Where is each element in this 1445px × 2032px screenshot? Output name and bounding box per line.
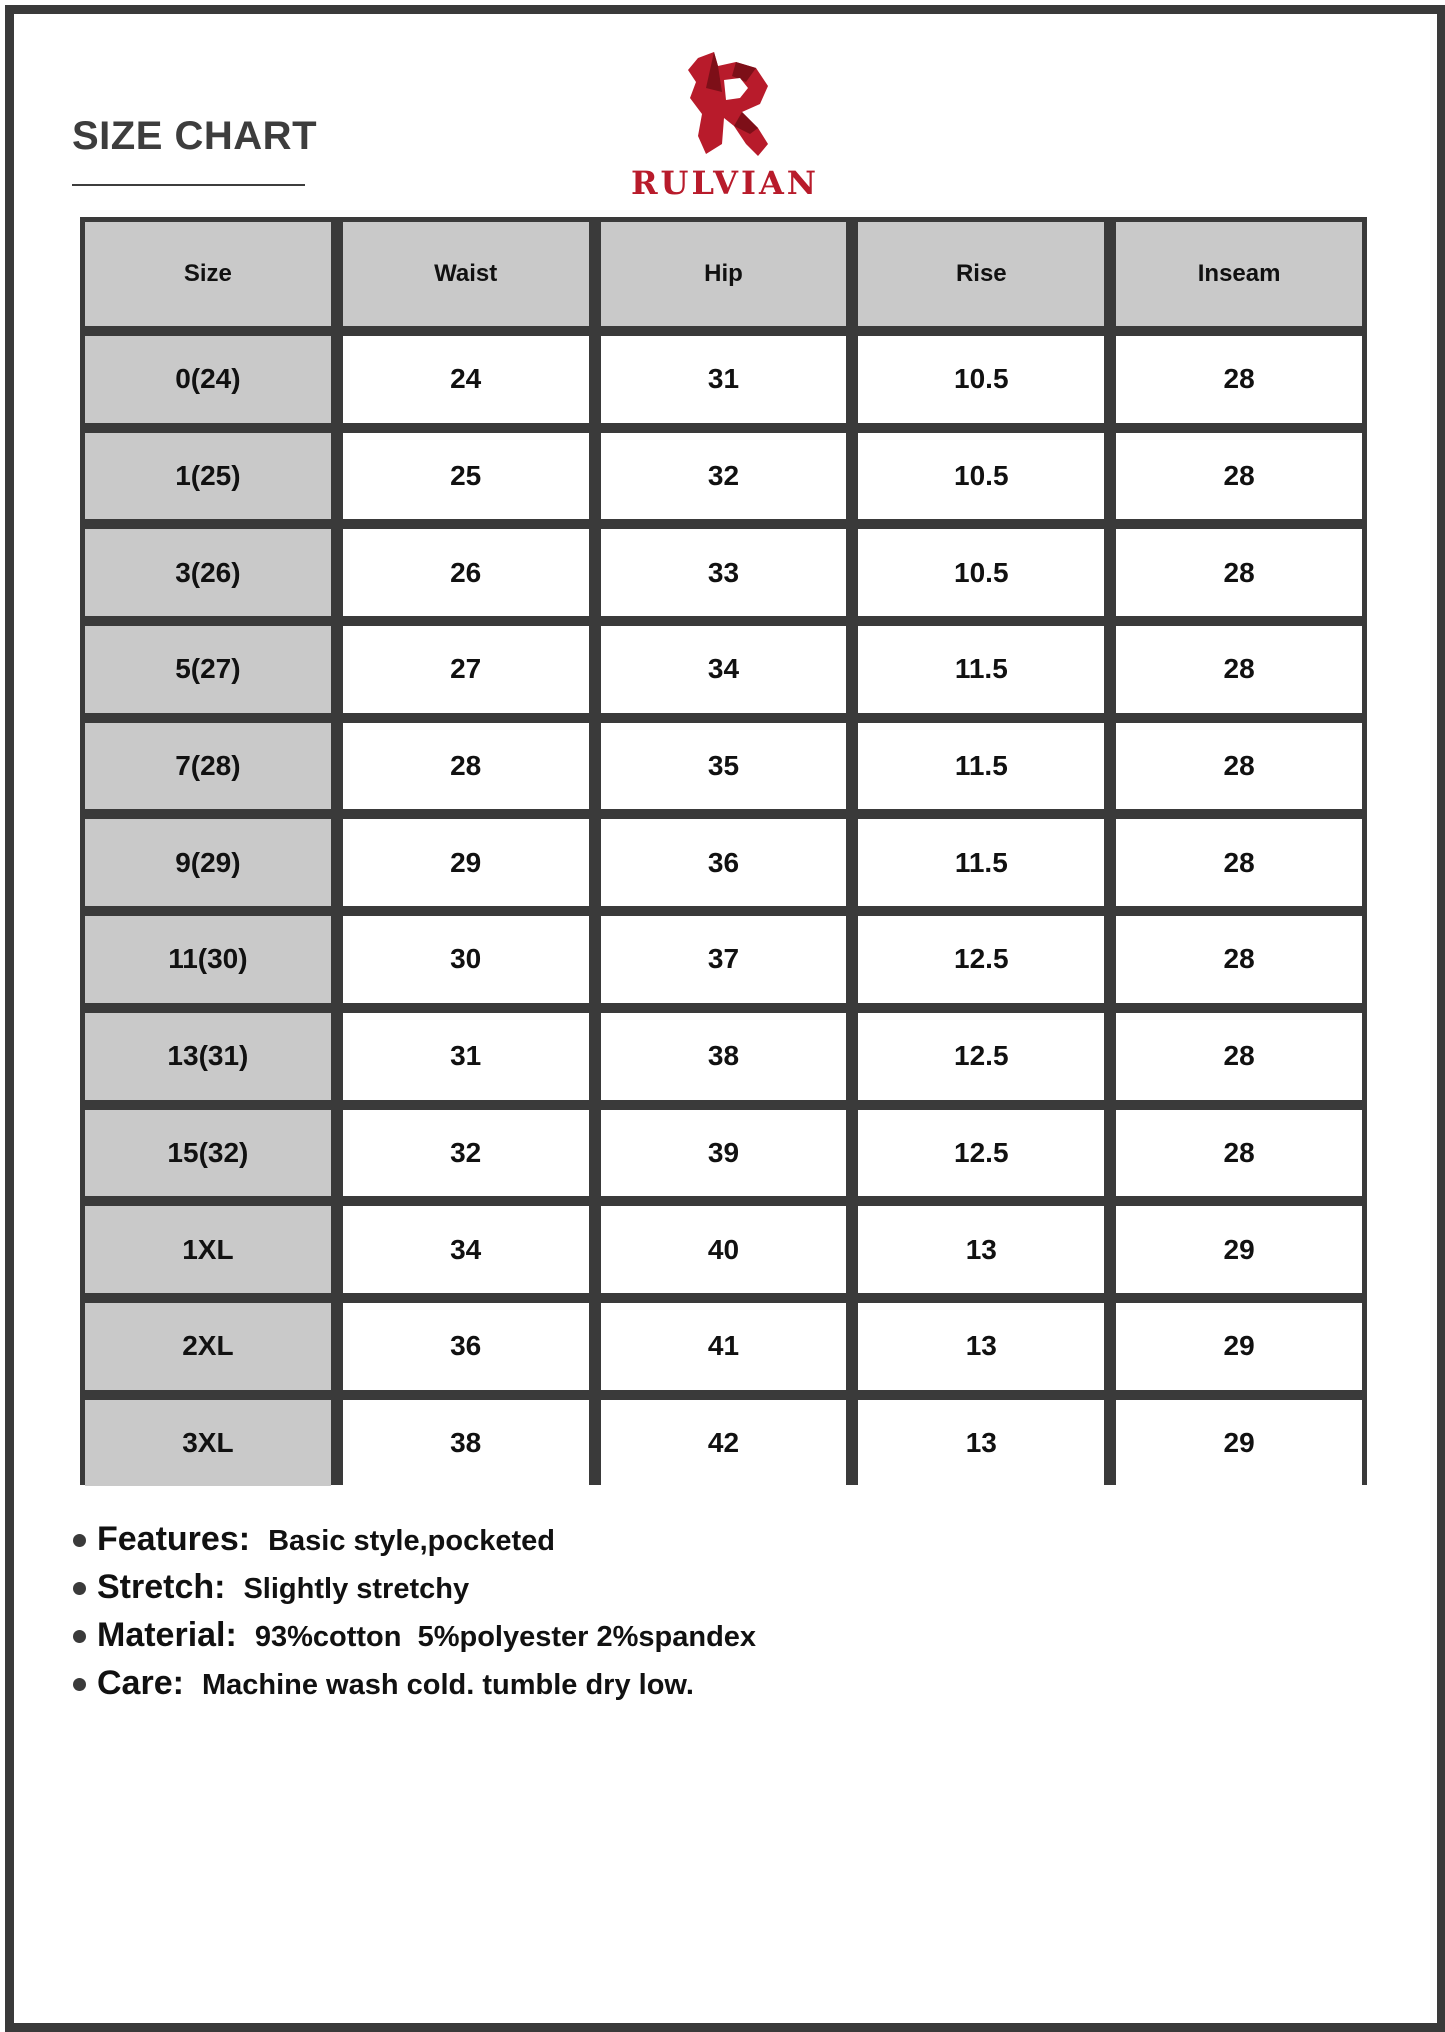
feature-value: Slightly stretchy	[243, 1573, 470, 1605]
measurement-cell: 36	[343, 1303, 589, 1390]
measurement-cell: 37	[601, 916, 847, 1003]
measurement-cell: 25	[343, 433, 589, 520]
size-label-cell: 13(31)	[85, 1013, 331, 1100]
measurement-cell: 42	[601, 1400, 847, 1487]
feature-label: Stretch:	[97, 1568, 226, 1606]
measurement-cell: 28	[1116, 819, 1362, 906]
measurement-cell: 34	[343, 1206, 589, 1293]
measurement-cell: 28	[1116, 433, 1362, 520]
measurement-cell: 38	[343, 1400, 589, 1487]
feature-item	[70, 1520, 756, 1568]
measurement-cell: 10.5	[858, 336, 1104, 423]
measurement-cell: 28	[1116, 336, 1362, 423]
feature-value: Basic style,pocketed	[268, 1525, 555, 1557]
measurement-cell: 28	[1116, 1110, 1362, 1197]
feature-value: Machine wash cold. tumble dry low.	[201, 1669, 694, 1701]
bullet-icon	[73, 1678, 86, 1691]
brand-wordmark: RULVIAN	[630, 164, 820, 202]
brand-logo	[620, 52, 830, 202]
measurement-cell: 12.5	[858, 1110, 1104, 1197]
feature-item	[70, 1568, 756, 1616]
column-header: Inseam	[1116, 222, 1362, 326]
column-header: Waist	[343, 222, 589, 326]
feature-label: Features:	[97, 1520, 251, 1558]
size-label-cell: 5(27)	[85, 626, 331, 713]
measurement-cell: 30	[343, 916, 589, 1003]
measurement-cell: 29	[343, 819, 589, 906]
size-label-cell: 2XL	[85, 1303, 331, 1390]
title-underline	[72, 184, 305, 186]
bullet-icon	[73, 1630, 86, 1643]
size-label-cell: 7(28)	[85, 723, 331, 810]
measurement-cell: 28	[1116, 723, 1362, 810]
size-label-cell: 3XL	[85, 1400, 331, 1487]
measurement-cell: 13	[858, 1303, 1104, 1390]
measurement-cell: 29	[1116, 1303, 1362, 1390]
page-title: SIZE CHART	[72, 114, 317, 158]
measurement-cell: 40	[601, 1206, 847, 1293]
measurement-cell: 28	[1116, 916, 1362, 1003]
column-header: Rise	[858, 222, 1104, 326]
measurement-cell: 34	[601, 626, 847, 713]
measurement-cell: 28	[1116, 626, 1362, 713]
feature-list	[70, 1520, 756, 1712]
measurement-cell: 33	[601, 529, 847, 616]
measurement-cell: 26	[343, 529, 589, 616]
size-chart-table	[80, 217, 1367, 1485]
size-label-cell: 0(24)	[85, 336, 331, 423]
size-label-cell: 3(26)	[85, 529, 331, 616]
measurement-cell: 28	[1116, 1013, 1362, 1100]
measurement-cell: 13	[858, 1206, 1104, 1293]
measurement-cell: 32	[343, 1110, 589, 1197]
measurement-cell: 41	[601, 1303, 847, 1390]
feature-label: Care:	[97, 1664, 184, 1702]
feature-label: Material:	[97, 1616, 237, 1654]
column-header: Hip	[601, 222, 847, 326]
measurement-cell: 35	[601, 723, 847, 810]
bullet-icon	[73, 1582, 86, 1595]
measurement-cell: 39	[601, 1110, 847, 1197]
measurement-cell: 11.5	[858, 819, 1104, 906]
size-label-cell: 11(30)	[85, 916, 331, 1003]
measurement-cell: 28	[1116, 529, 1362, 616]
measurement-cell: 11.5	[858, 626, 1104, 713]
measurement-cell: 29	[1116, 1400, 1362, 1487]
size-label-cell: 1(25)	[85, 433, 331, 520]
measurement-cell: 28	[343, 723, 589, 810]
measurement-cell: 10.5	[858, 529, 1104, 616]
measurement-cell: 31	[343, 1013, 589, 1100]
measurement-cell: 27	[343, 626, 589, 713]
measurement-cell: 13	[858, 1400, 1104, 1487]
measurement-cell: 38	[601, 1013, 847, 1100]
measurement-cell: 32	[601, 433, 847, 520]
measurement-cell: 29	[1116, 1206, 1362, 1293]
feature-item	[70, 1664, 756, 1712]
size-label-cell: 1XL	[85, 1206, 331, 1293]
feature-item	[70, 1616, 756, 1664]
measurement-cell: 11.5	[858, 723, 1104, 810]
measurement-cell: 31	[601, 336, 847, 423]
measurement-cell: 24	[343, 336, 589, 423]
feature-value: 93%cotton 5%polyester 2%spandex	[254, 1621, 757, 1653]
measurement-cell: 10.5	[858, 433, 1104, 520]
bullet-icon	[73, 1534, 86, 1547]
measurement-cell: 12.5	[858, 1013, 1104, 1100]
size-label-cell: 9(29)	[85, 819, 331, 906]
brand-r-icon	[676, 52, 776, 164]
column-header: Size	[85, 222, 331, 326]
measurement-cell: 36	[601, 819, 847, 906]
measurement-cell: 12.5	[858, 916, 1104, 1003]
size-label-cell: 15(32)	[85, 1110, 331, 1197]
